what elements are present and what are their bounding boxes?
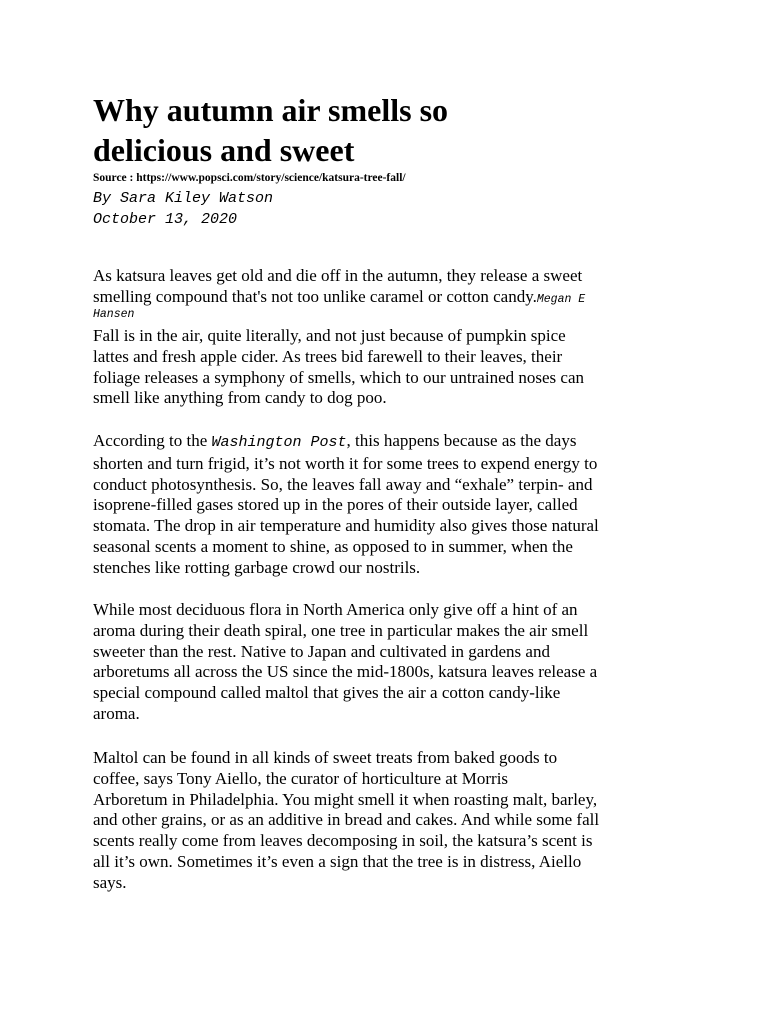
paragraph-line: sweeter than the rest. Native to Japan and cultivated in gardens and xyxy=(93,641,550,661)
paragraph-line: smell like anything from candy to dog poo. xyxy=(93,388,387,408)
paragraph-line: aroma. xyxy=(93,703,140,723)
article-title-line: delicious and sweet xyxy=(93,132,355,168)
caption-text: smelling compound that's not too unlike caramel or cotton candy. xyxy=(93,286,537,306)
paragraph-line: foliage releases a symphony of smells, which to our untrained noses can xyxy=(93,367,584,387)
publish-date: October 13, 2020 xyxy=(93,211,238,228)
paragraph-3 xyxy=(93,600,683,725)
paragraph-line: all it’s own. Sometimes it’s even a sign that the tree is in distress, Aiello xyxy=(93,851,582,871)
image-caption xyxy=(93,266,683,322)
photo-credit: Megan E xyxy=(536,292,586,306)
paragraph-line: While most deciduous flora in North America only give off a hint of an xyxy=(93,600,578,619)
caption-line xyxy=(93,287,683,308)
paragraph-line: says. xyxy=(93,872,127,892)
paragraph-text: , this happens because as the days xyxy=(346,431,577,450)
paragraph-line: conduct photosynthesis. So, the leaves fall away and “exhale” terpin- and xyxy=(93,474,593,494)
byline xyxy=(93,188,273,230)
paragraph-text: According to the xyxy=(93,431,212,450)
paragraph-line xyxy=(93,431,683,454)
paragraph-line: stomata. The drop in air temperature and humidity also gives those natural xyxy=(93,516,599,536)
paragraph-line: scents really come from leaves decomposing in soil, the katsura’s scent is xyxy=(93,831,593,851)
article-title xyxy=(93,90,653,170)
paragraph-line: lattes and fresh apple cider. As trees bid farewell to their leaves, their xyxy=(93,346,563,366)
paragraph-line: stenches like rotting garbage crowd our nostrils. xyxy=(93,557,421,577)
source-line: Source : https://www.popsci.com/story/science/katsura-tree-fall/ xyxy=(93,172,406,184)
article-title-line: Why autumn air smells so xyxy=(93,92,449,128)
paragraph-line: seasonal scents a moment to shine, as opposed to in summer, when the xyxy=(93,536,573,556)
photo-credit: Hansen xyxy=(93,307,135,321)
author-name: By Sara Kiley Watson xyxy=(93,190,274,207)
paragraph-line: Maltol can be found in all kinds of sweet treats from baked goods to xyxy=(93,748,558,767)
paragraph-line: arboretums all across the US since the mid-1800s, katsura leaves release a xyxy=(93,662,598,682)
paragraph-line: Fall is in the air, quite literally, and not just because of pumpkin spice xyxy=(93,326,566,345)
paragraph-line: Arboretum in Philadelphia. You might smell it when roasting malt, barley, xyxy=(93,789,598,809)
paragraph-line: special compound called maltol that gives the air a cotton candy-like xyxy=(93,683,561,703)
paragraph-2 xyxy=(93,431,683,579)
paragraph-line: aroma during their death spiral, one tree in particular makes the air smell xyxy=(93,620,589,640)
paragraph-line: and other grains, or as an additive in bread and cakes. And while some fall xyxy=(93,810,600,830)
caption-line: As katsura leaves get old and die off in the autumn, they release a sweet xyxy=(93,266,583,285)
paragraph-line: coffee, says Tony Aiello, the curator of horticulture at Morris xyxy=(93,768,509,788)
paragraph-line: isoprene-filled gases stored up in the pores of their outside layer, called xyxy=(93,495,578,515)
publication-name: Washington Post xyxy=(211,434,347,451)
paragraph-line: shorten and turn frigid, it’s not worth it for some trees to expend energy to xyxy=(93,453,598,473)
paragraph-1 xyxy=(93,326,683,409)
paragraph-4 xyxy=(93,748,683,894)
